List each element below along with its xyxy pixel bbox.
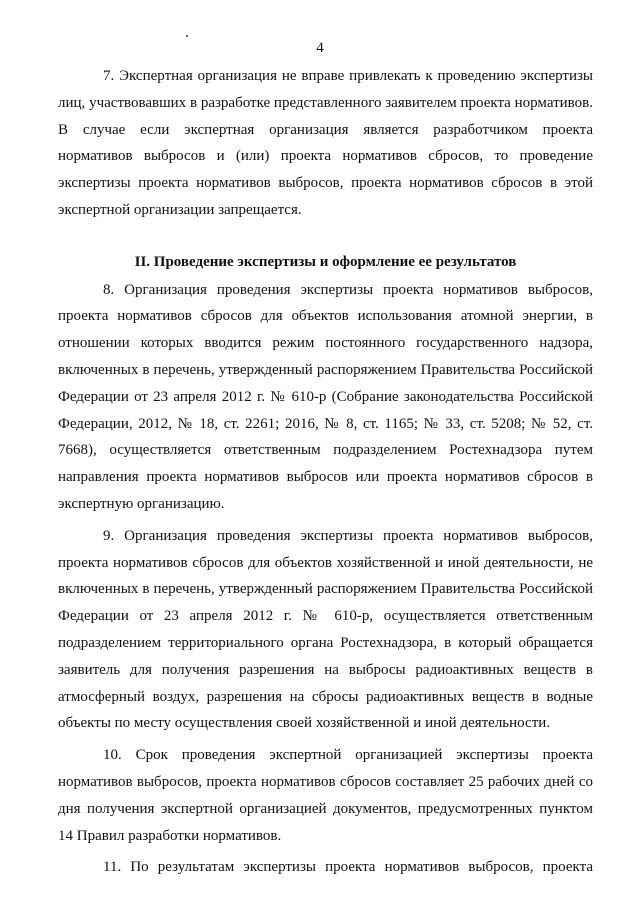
paragraph-9: 9. Организация проведения экспертизы проекта нормативов выбросов, проекта нормативов сбросов для объектов хозяйственной и иной деятельности, не включенных в перечень, утвержденный распоряжением Правительства Российской Федерации от 23 апреля 2012 г. № 610-р, осуществляется ответственным подразделением территориального органа Ростехнадзора, в который обращается заявитель для получения разрешения на выбросы радиоактивных веществ в атмосферный воздух, разрешения на сбросы радиоактивных веществ в водные объекты по месту осуществления своей хозяйственной и иной деятельности. bbox=[58, 527, 593, 732]
paragraph-10: 10. Срок проведения экспертной организацией экспертизы проекта нормативов выбросов, проекта нормативов сбросов составляет 25 рабочих дней со дня получения экспертной организацией документов, предусмотренных пунктом 14 Правил разработки нормативов. bbox=[58, 747, 593, 844]
page-number: 4 bbox=[316, 40, 324, 56]
paragraph-11: 11. По результатам экспертизы проекта нормативов выбросов, проекта bbox=[103, 859, 593, 876]
paragraph-7: 7. Экспертная организация не вправе привлекать к проведению экспертизы лиц, участвовавших в разработке представленного заявителем проекта нормативов. В случае если экспертная организация является разработчиком проекта нормативов выбросов и (или) проекта нормативов сбросов, то проведение экспертизы проекта нормативов выбросов, проекта нормативов сбросов в этой экспертной организации запрещается. bbox=[58, 68, 593, 218]
scan-speck bbox=[186, 35, 188, 37]
document-body bbox=[58, 63, 593, 881]
section-title: II. Проведение экспертизы и оформление ее результатов bbox=[134, 253, 517, 270]
paragraph-8: 8. Организация проведения экспертизы проекта нормативов выбросов, проекта нормативов сбросов для объектов использования атомной энергии, в отношении которых вводится режим постоянного государственного надзора, включенных в перечень, утвержденный распоряжением Правительства Российской Федерации от 23 апреля 2012 г. № 610-р (Собрание законодательства Российской Федерации, 2012, № 18, ст. 2261; 2016, № 8, ст. 1165; № 33, ст. 5208; № 52, ст. 7668), осуществляется ответственным подразделением Ростехнадзора путем направления проекта нормативов выбросов или проекта нормативов сбросов в экспертную организацию. bbox=[58, 281, 593, 512]
